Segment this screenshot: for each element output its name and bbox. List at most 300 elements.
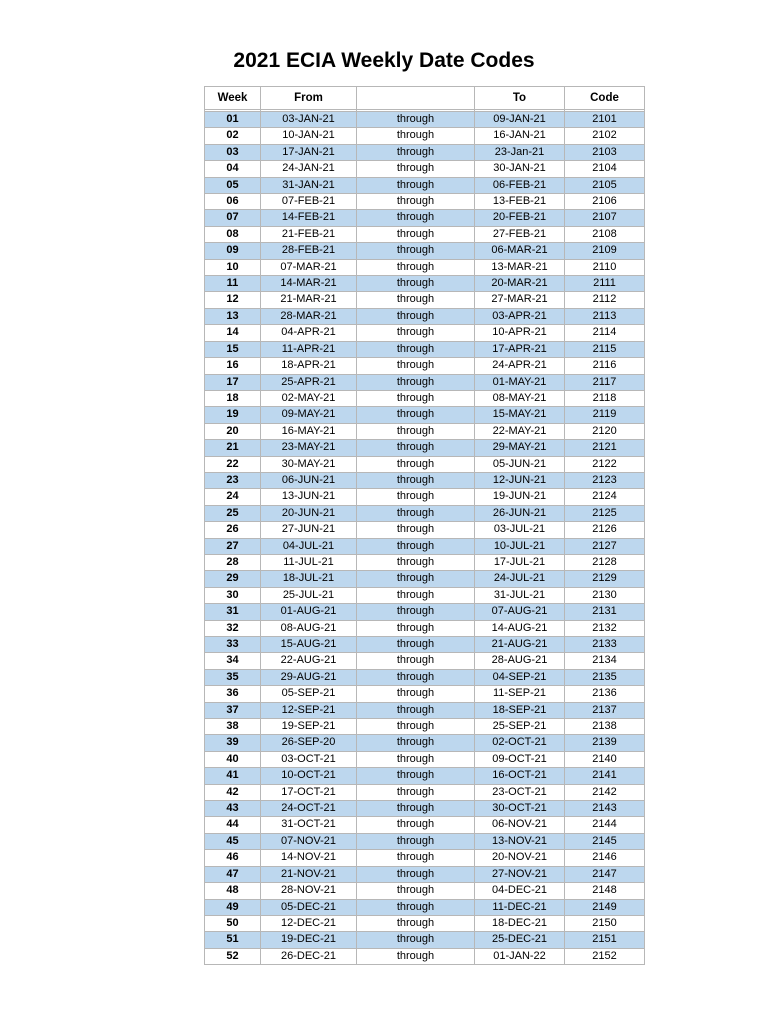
to-date-cell: 30-JAN-21 [475, 161, 565, 177]
from-date-cell: 26-DEC-21 [261, 948, 357, 964]
date-code-cell: 2142 [565, 784, 645, 800]
to-date-cell: 15-MAY-21 [475, 407, 565, 423]
table-row [205, 276, 645, 292]
through-cell: through [357, 620, 475, 636]
week-cell: 42 [205, 784, 261, 800]
date-code-cell: 2140 [565, 751, 645, 767]
through-cell: through [357, 932, 475, 948]
to-date-cell: 29-MAY-21 [475, 440, 565, 456]
date-code-cell: 2117 [565, 374, 645, 390]
from-date-cell: 31-JAN-21 [261, 177, 357, 193]
from-date-cell: 19-DEC-21 [261, 932, 357, 948]
week-cell: 17 [205, 374, 261, 390]
date-code-cell: 2127 [565, 538, 645, 554]
header-from: From [261, 87, 357, 110]
from-date-cell: 26-SEP-20 [261, 735, 357, 751]
week-cell: 27 [205, 538, 261, 554]
through-cell: through [357, 358, 475, 374]
table-row [205, 604, 645, 620]
week-cell: 32 [205, 620, 261, 636]
week-cell: 13 [205, 308, 261, 324]
table-row [205, 554, 645, 570]
from-date-cell: 17-JAN-21 [261, 144, 357, 160]
table-row [205, 505, 645, 521]
from-date-cell: 12-SEP-21 [261, 702, 357, 718]
table-row [205, 440, 645, 456]
to-date-cell: 18-DEC-21 [475, 915, 565, 931]
to-date-cell: 10-APR-21 [475, 325, 565, 341]
week-cell: 29 [205, 571, 261, 587]
week-cell: 15 [205, 341, 261, 357]
from-date-cell: 06-JUN-21 [261, 472, 357, 488]
to-date-cell: 16-JAN-21 [475, 128, 565, 144]
table-row [205, 833, 645, 849]
table-row [205, 144, 645, 160]
date-code-cell: 2141 [565, 768, 645, 784]
date-code-cell: 2114 [565, 325, 645, 341]
from-date-cell: 15-AUG-21 [261, 637, 357, 653]
table-row [205, 308, 645, 324]
date-code-cell: 2149 [565, 899, 645, 915]
date-code-cell: 2119 [565, 407, 645, 423]
to-date-cell: 03-APR-21 [475, 308, 565, 324]
from-date-cell: 14-NOV-21 [261, 850, 357, 866]
to-date-cell: 11-SEP-21 [475, 686, 565, 702]
through-cell: through [357, 915, 475, 931]
table-row [205, 866, 645, 882]
table-row [205, 407, 645, 423]
to-date-cell: 06-NOV-21 [475, 817, 565, 833]
table-row [205, 423, 645, 439]
table-row [205, 653, 645, 669]
week-cell: 24 [205, 489, 261, 505]
from-date-cell: 18-APR-21 [261, 358, 357, 374]
table-row [205, 932, 645, 948]
date-code-cell: 2150 [565, 915, 645, 931]
date-code-cell: 2104 [565, 161, 645, 177]
table-row [205, 735, 645, 751]
to-date-cell: 23-Jan-21 [475, 144, 565, 160]
table-row [205, 915, 645, 931]
week-cell: 05 [205, 177, 261, 193]
from-date-cell: 02-MAY-21 [261, 390, 357, 406]
from-date-cell: 17-OCT-21 [261, 784, 357, 800]
to-date-cell: 07-AUG-21 [475, 604, 565, 620]
table-row [205, 538, 645, 554]
table-row [205, 259, 645, 275]
table-row [205, 522, 645, 538]
date-code-cell: 2110 [565, 259, 645, 275]
to-date-cell: 11-DEC-21 [475, 899, 565, 915]
through-cell: through [357, 456, 475, 472]
week-cell: 09 [205, 243, 261, 259]
table-row [205, 702, 645, 718]
table-row [205, 669, 645, 685]
header-week: Week [205, 87, 261, 110]
week-cell: 21 [205, 440, 261, 456]
week-cell: 44 [205, 817, 261, 833]
table-row [205, 390, 645, 406]
date-code-cell: 2147 [565, 866, 645, 882]
from-date-cell: 23-MAY-21 [261, 440, 357, 456]
from-date-cell: 24-JAN-21 [261, 161, 357, 177]
table-row [205, 719, 645, 735]
week-cell: 40 [205, 751, 261, 767]
from-date-cell: 05-SEP-21 [261, 686, 357, 702]
date-code-cell: 2108 [565, 226, 645, 242]
week-cell: 51 [205, 932, 261, 948]
date-code-cell: 2118 [565, 390, 645, 406]
date-code-cell: 2131 [565, 604, 645, 620]
table-row [205, 784, 645, 800]
from-date-cell: 29-AUG-21 [261, 669, 357, 685]
week-cell: 34 [205, 653, 261, 669]
through-cell: through [357, 948, 475, 964]
to-date-cell: 23-OCT-21 [475, 784, 565, 800]
to-date-cell: 17-APR-21 [475, 341, 565, 357]
table-row [205, 571, 645, 587]
week-cell: 04 [205, 161, 261, 177]
through-cell: through [357, 686, 475, 702]
table-row [205, 243, 645, 259]
to-date-cell: 25-DEC-21 [475, 932, 565, 948]
from-date-cell: 14-FEB-21 [261, 210, 357, 226]
to-date-cell: 13-NOV-21 [475, 833, 565, 849]
date-code-cell: 2134 [565, 653, 645, 669]
week-cell: 14 [205, 325, 261, 341]
through-cell: through [357, 587, 475, 603]
from-date-cell: 25-APR-21 [261, 374, 357, 390]
from-date-cell: 08-AUG-21 [261, 620, 357, 636]
table-row [205, 620, 645, 636]
from-date-cell: 04-JUL-21 [261, 538, 357, 554]
date-code-cell: 2109 [565, 243, 645, 259]
week-cell: 30 [205, 587, 261, 603]
to-date-cell: 09-OCT-21 [475, 751, 565, 767]
from-date-cell: 07-FEB-21 [261, 194, 357, 210]
through-cell: through [357, 653, 475, 669]
table-row [205, 948, 645, 964]
from-date-cell: 10-JAN-21 [261, 128, 357, 144]
to-date-cell: 27-NOV-21 [475, 866, 565, 882]
through-cell: through [357, 702, 475, 718]
from-date-cell: 03-OCT-21 [261, 751, 357, 767]
to-date-cell: 25-SEP-21 [475, 719, 565, 735]
to-date-cell: 31-JUL-21 [475, 587, 565, 603]
date-code-cell: 2151 [565, 932, 645, 948]
table-row [205, 358, 645, 374]
through-cell: through [357, 751, 475, 767]
to-date-cell: 14-AUG-21 [475, 620, 565, 636]
from-date-cell: 09-MAY-21 [261, 407, 357, 423]
through-cell: through [357, 768, 475, 784]
to-date-cell: 09-JAN-21 [475, 112, 565, 128]
through-cell: through [357, 325, 475, 341]
through-cell: through [357, 505, 475, 521]
from-date-cell: 07-MAR-21 [261, 259, 357, 275]
table-row [205, 194, 645, 210]
table-row [205, 226, 645, 242]
through-cell: through [357, 538, 475, 554]
through-cell: through [357, 194, 475, 210]
from-date-cell: 05-DEC-21 [261, 899, 357, 915]
to-date-cell: 18-SEP-21 [475, 702, 565, 718]
through-cell: through [357, 604, 475, 620]
page-title: 2021 ECIA Weekly Date Codes [233, 49, 535, 72]
to-date-cell: 02-OCT-21 [475, 735, 565, 751]
through-cell: through [357, 276, 475, 292]
date-code-cell: 2146 [565, 850, 645, 866]
date-code-cell: 2124 [565, 489, 645, 505]
through-cell: through [357, 850, 475, 866]
to-date-cell: 22-MAY-21 [475, 423, 565, 439]
to-date-cell: 03-JUL-21 [475, 522, 565, 538]
date-code-cell: 2101 [565, 112, 645, 128]
to-date-cell: 24-JUL-21 [475, 571, 565, 587]
table-row [205, 472, 645, 488]
week-cell: 20 [205, 423, 261, 439]
table-row [205, 341, 645, 357]
to-date-cell: 19-JUN-21 [475, 489, 565, 505]
from-date-cell: 27-JUN-21 [261, 522, 357, 538]
week-cell: 49 [205, 899, 261, 915]
through-cell: through [357, 308, 475, 324]
date-code-cell: 2107 [565, 210, 645, 226]
to-date-cell: 01-MAY-21 [475, 374, 565, 390]
date-code-cell: 2126 [565, 522, 645, 538]
through-cell: through [357, 440, 475, 456]
table-row [205, 751, 645, 767]
week-cell: 26 [205, 522, 261, 538]
date-code-cell: 2103 [565, 144, 645, 160]
through-cell: through [357, 801, 475, 817]
table-row [205, 210, 645, 226]
through-cell: through [357, 472, 475, 488]
through-cell: through [357, 784, 475, 800]
date-code-cell: 2132 [565, 620, 645, 636]
week-cell: 36 [205, 686, 261, 702]
week-cell: 47 [205, 866, 261, 882]
week-cell: 35 [205, 669, 261, 685]
table-row [205, 637, 645, 653]
from-date-cell: 03-JAN-21 [261, 112, 357, 128]
to-date-cell: 04-SEP-21 [475, 669, 565, 685]
from-date-cell: 16-MAY-21 [261, 423, 357, 439]
date-code-cell: 2145 [565, 833, 645, 849]
week-cell: 06 [205, 194, 261, 210]
date-code-cell: 2123 [565, 472, 645, 488]
from-date-cell: 31-OCT-21 [261, 817, 357, 833]
through-cell: through [357, 177, 475, 193]
table-row [205, 128, 645, 144]
to-date-cell: 28-AUG-21 [475, 653, 565, 669]
week-cell: 43 [205, 801, 261, 817]
week-cell: 46 [205, 850, 261, 866]
table-row [205, 456, 645, 472]
table-row [205, 850, 645, 866]
date-code-cell: 2135 [565, 669, 645, 685]
date-code-cell: 2138 [565, 719, 645, 735]
date-code-cell: 2136 [565, 686, 645, 702]
from-date-cell: 28-MAR-21 [261, 308, 357, 324]
from-date-cell: 30-MAY-21 [261, 456, 357, 472]
date-code-cell: 2113 [565, 308, 645, 324]
to-date-cell: 17-JUL-21 [475, 554, 565, 570]
from-date-cell: 22-AUG-21 [261, 653, 357, 669]
date-code-cell: 2125 [565, 505, 645, 521]
through-cell: through [357, 833, 475, 849]
from-date-cell: 19-SEP-21 [261, 719, 357, 735]
table-row [205, 686, 645, 702]
date-code-cell: 2130 [565, 587, 645, 603]
date-code-table [204, 86, 645, 965]
to-date-cell: 24-APR-21 [475, 358, 565, 374]
week-cell: 33 [205, 637, 261, 653]
date-code-cell: 2122 [565, 456, 645, 472]
table-row [205, 489, 645, 505]
table-row [205, 587, 645, 603]
through-cell: through [357, 719, 475, 735]
through-cell: through [357, 423, 475, 439]
through-cell: through [357, 637, 475, 653]
header-to: To [475, 87, 565, 110]
date-code-cell: 2102 [565, 128, 645, 144]
date-code-cell: 2116 [565, 358, 645, 374]
to-date-cell: 13-MAR-21 [475, 259, 565, 275]
week-cell: 50 [205, 915, 261, 931]
through-cell: through [357, 817, 475, 833]
table-row [205, 112, 645, 128]
to-date-cell: 05-JUN-21 [475, 456, 565, 472]
table-row [205, 374, 645, 390]
through-cell: through [357, 128, 475, 144]
through-cell: through [357, 292, 475, 308]
through-cell: through [357, 374, 475, 390]
through-cell: through [357, 554, 475, 570]
date-code-cell: 2105 [565, 177, 645, 193]
date-code-cell: 2128 [565, 554, 645, 570]
to-date-cell: 27-FEB-21 [475, 226, 565, 242]
through-cell: through [357, 899, 475, 915]
week-cell: 28 [205, 554, 261, 570]
week-cell: 07 [205, 210, 261, 226]
date-code-cell: 2133 [565, 637, 645, 653]
date-code-cell: 2115 [565, 341, 645, 357]
table-row [205, 177, 645, 193]
through-cell: through [357, 243, 475, 259]
through-cell: through [357, 112, 475, 128]
week-cell: 02 [205, 128, 261, 144]
table-header [205, 87, 645, 110]
week-cell: 12 [205, 292, 261, 308]
to-date-cell: 26-JUN-21 [475, 505, 565, 521]
week-cell: 10 [205, 259, 261, 275]
from-date-cell: 20-JUN-21 [261, 505, 357, 521]
header-code: Code [565, 87, 645, 110]
through-cell: through [357, 390, 475, 406]
date-code-cell: 2144 [565, 817, 645, 833]
date-code-cell: 2137 [565, 702, 645, 718]
week-cell: 37 [205, 702, 261, 718]
through-cell: through [357, 489, 475, 505]
from-date-cell: 12-DEC-21 [261, 915, 357, 931]
to-date-cell: 20-MAR-21 [475, 276, 565, 292]
from-date-cell: 28-NOV-21 [261, 883, 357, 899]
to-date-cell: 16-OCT-21 [475, 768, 565, 784]
from-date-cell: 11-APR-21 [261, 341, 357, 357]
to-date-cell: 27-MAR-21 [475, 292, 565, 308]
week-cell: 31 [205, 604, 261, 620]
through-cell: through [357, 866, 475, 882]
from-date-cell: 28-FEB-21 [261, 243, 357, 259]
week-cell: 38 [205, 719, 261, 735]
header-through [357, 87, 475, 110]
through-cell: through [357, 669, 475, 685]
week-cell: 39 [205, 735, 261, 751]
week-cell: 18 [205, 390, 261, 406]
to-date-cell: 08-MAY-21 [475, 390, 565, 406]
table-row [205, 292, 645, 308]
to-date-cell: 06-MAR-21 [475, 243, 565, 259]
from-date-cell: 11-JUL-21 [261, 554, 357, 570]
to-date-cell: 04-DEC-21 [475, 883, 565, 899]
from-date-cell: 25-JUL-21 [261, 587, 357, 603]
table-row [205, 817, 645, 833]
to-date-cell: 12-JUN-21 [475, 472, 565, 488]
through-cell: through [357, 161, 475, 177]
week-cell: 11 [205, 276, 261, 292]
from-date-cell: 21-FEB-21 [261, 226, 357, 242]
week-cell: 45 [205, 833, 261, 849]
week-cell: 48 [205, 883, 261, 899]
from-date-cell: 18-JUL-21 [261, 571, 357, 587]
date-code-cell: 2148 [565, 883, 645, 899]
through-cell: through [357, 735, 475, 751]
through-cell: through [357, 259, 475, 275]
date-code-cell: 2120 [565, 423, 645, 439]
week-cell: 52 [205, 948, 261, 964]
date-code-cell: 2111 [565, 276, 645, 292]
to-date-cell: 30-OCT-21 [475, 801, 565, 817]
week-cell: 25 [205, 505, 261, 521]
from-date-cell: 21-NOV-21 [261, 866, 357, 882]
week-cell: 03 [205, 144, 261, 160]
from-date-cell: 04-APR-21 [261, 325, 357, 341]
date-code-cell: 2152 [565, 948, 645, 964]
to-date-cell: 13-FEB-21 [475, 194, 565, 210]
from-date-cell: 01-AUG-21 [261, 604, 357, 620]
header-row [205, 87, 645, 110]
from-date-cell: 14-MAR-21 [261, 276, 357, 292]
to-date-cell: 10-JUL-21 [475, 538, 565, 554]
week-cell: 01 [205, 112, 261, 128]
table-row [205, 161, 645, 177]
table-row [205, 801, 645, 817]
date-code-cell: 2129 [565, 571, 645, 587]
to-date-cell: 21-AUG-21 [475, 637, 565, 653]
week-cell: 41 [205, 768, 261, 784]
through-cell: through [357, 226, 475, 242]
to-date-cell: 20-FEB-21 [475, 210, 565, 226]
date-code-cell: 2106 [565, 194, 645, 210]
table-row [205, 883, 645, 899]
from-date-cell: 07-NOV-21 [261, 833, 357, 849]
through-cell: through [357, 341, 475, 357]
week-cell: 08 [205, 226, 261, 242]
week-cell: 22 [205, 456, 261, 472]
table-row [205, 325, 645, 341]
date-code-cell: 2121 [565, 440, 645, 456]
